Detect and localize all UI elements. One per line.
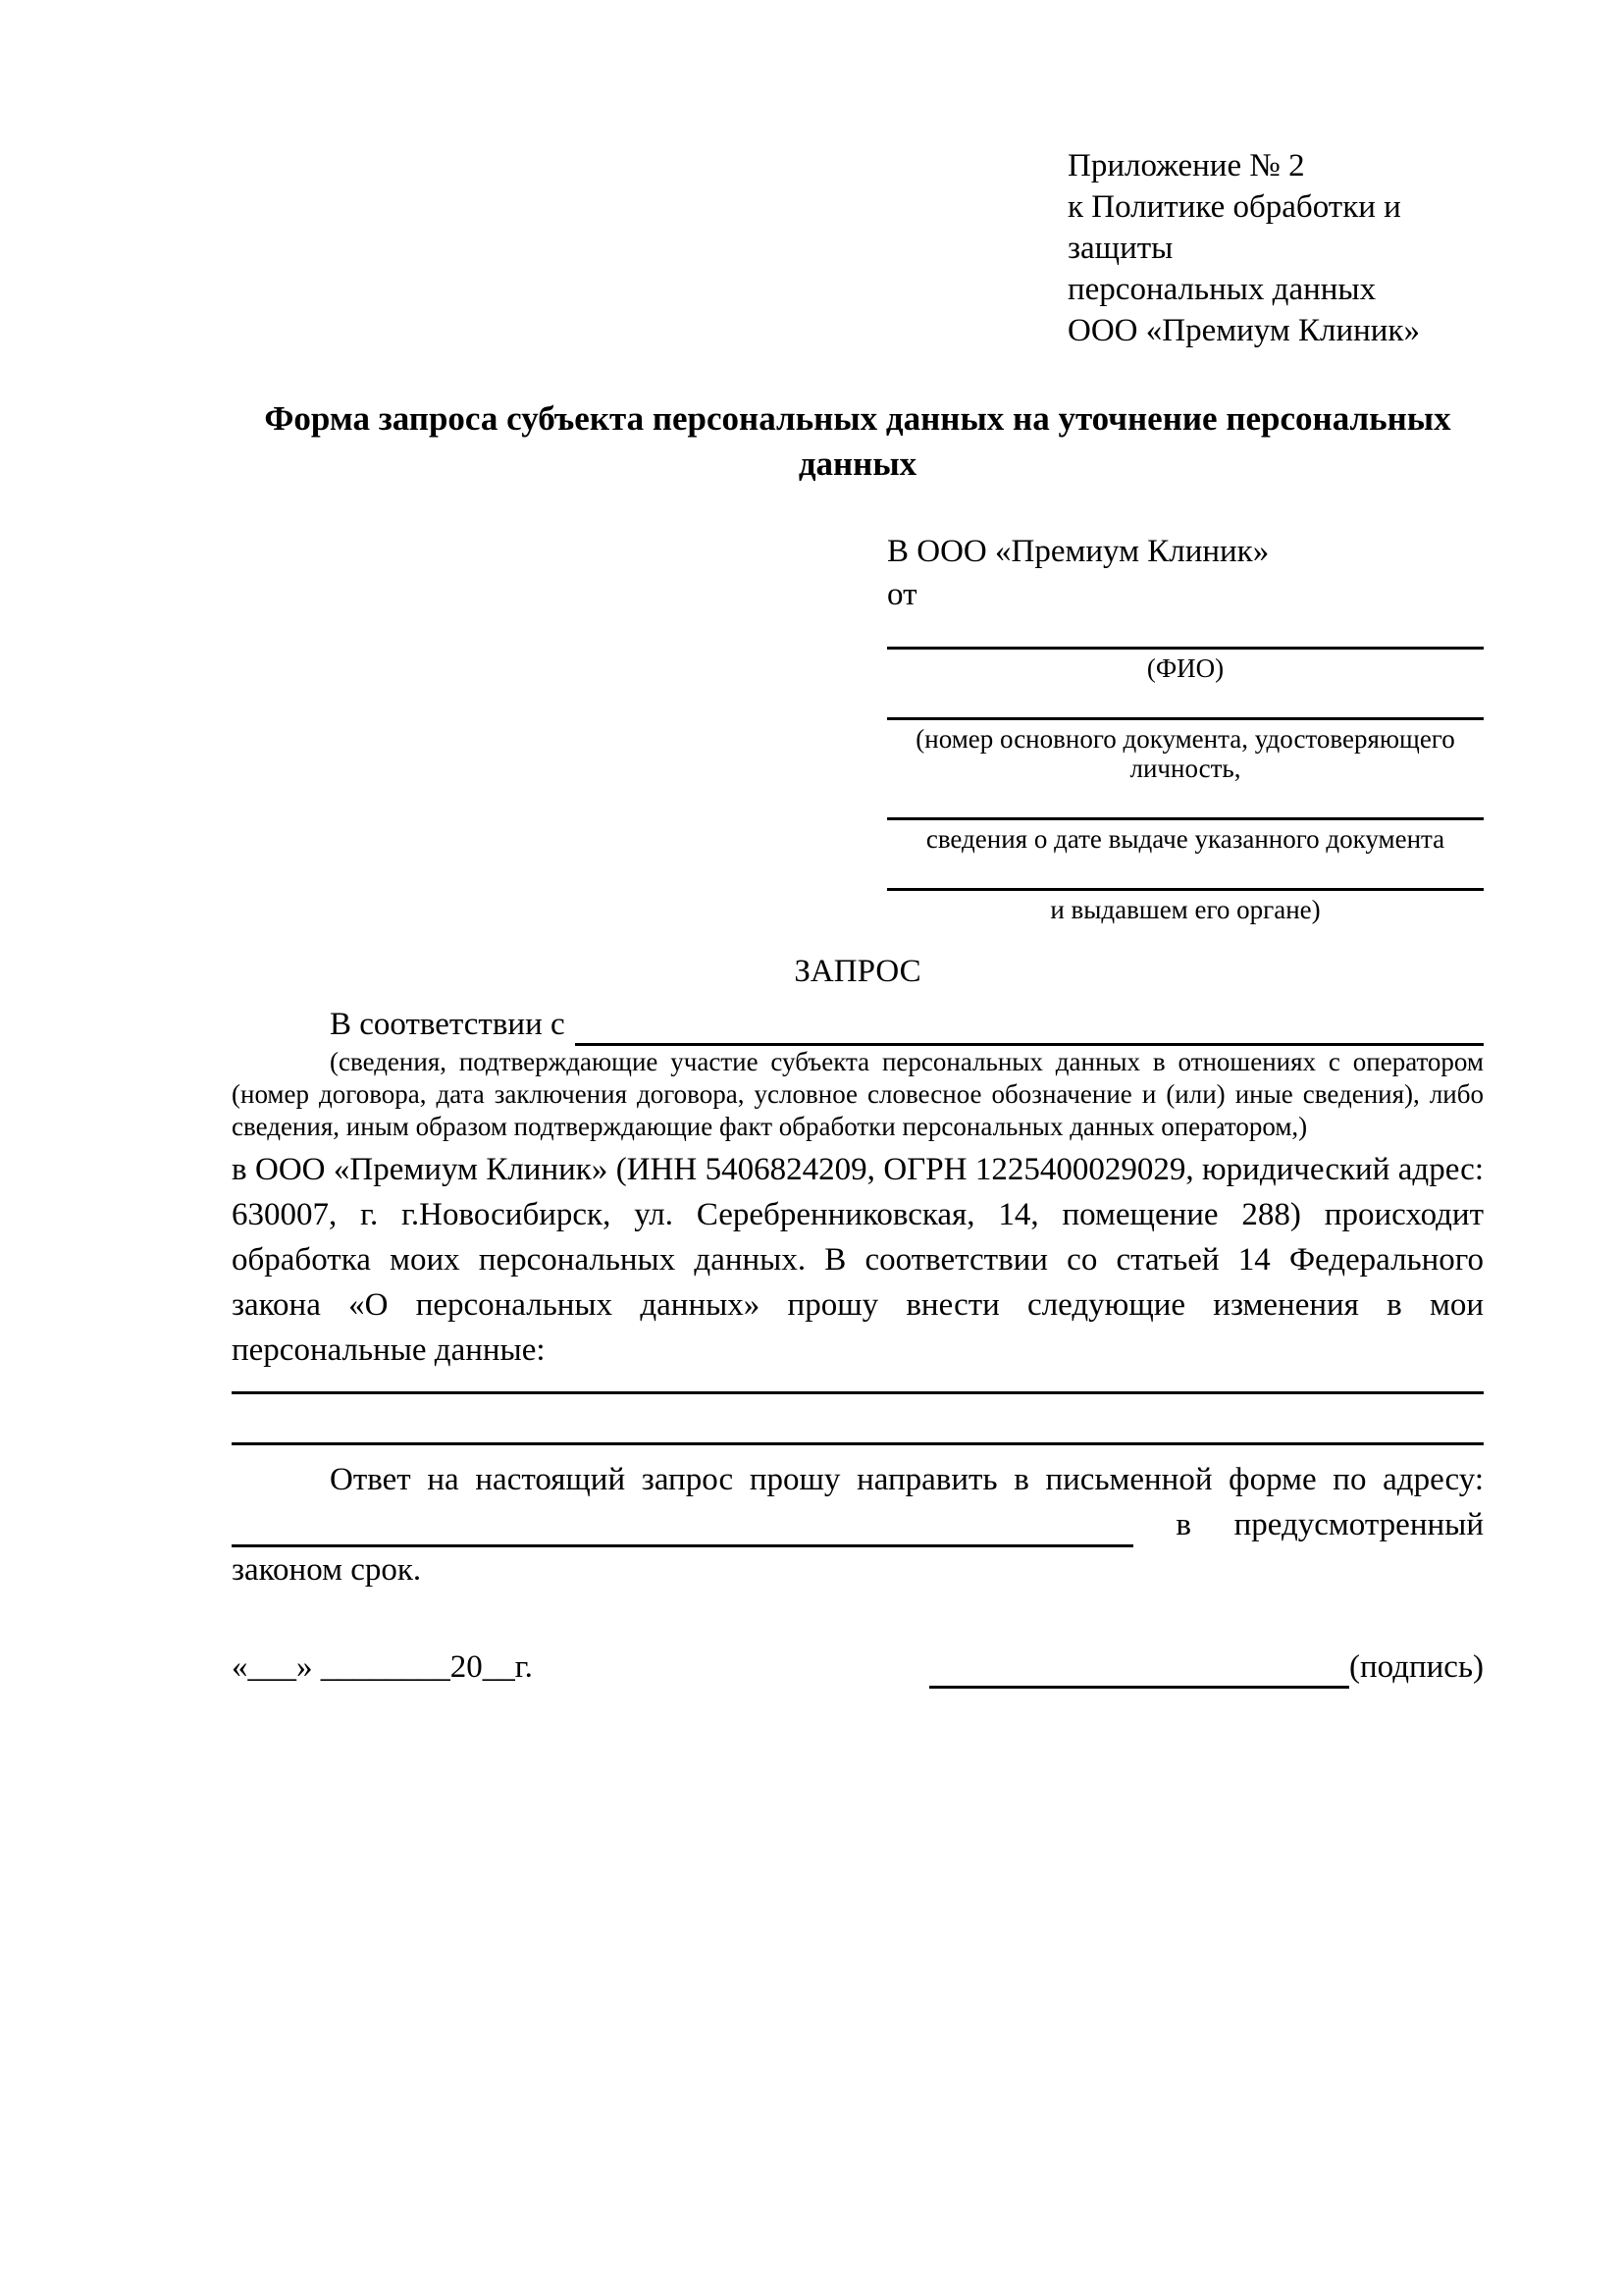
addressee-to: В ООО «Премиум Клиник» <box>887 534 1270 569</box>
changes-blank-line-2 <box>232 1394 1484 1445</box>
footer-row <box>232 1645 1484 1689</box>
annex-line: персональных данных <box>1068 272 1377 307</box>
reply-paragraph: Ответ на настоящий запрос прошу направить в письменной форме по адресу: <box>330 1462 1484 1497</box>
intro-blank-line <box>575 1009 1484 1046</box>
reply-word-predusmotrennyj: предусмотренный <box>1233 1507 1484 1542</box>
annex-line: Приложение № 2 <box>1068 148 1305 183</box>
issue-date-caption: сведения о дате выдаче указанного документа <box>925 824 1445 854</box>
fio-caption: (ФИО) <box>1146 653 1225 683</box>
annex-line: ООО «Премиум Клиник» <box>1068 313 1420 348</box>
signature-part <box>929 1645 1484 1689</box>
document-title: Форма запроса субъекта персональных данных на уточнение персональных данных <box>264 399 1451 483</box>
reply-word-v: в <box>1176 1507 1191 1542</box>
document-content <box>232 0 1484 1689</box>
annex-line: к Политике обработки и защиты <box>1068 189 1401 266</box>
addressee-from-label: от <box>887 577 917 612</box>
intro-text: В соответствии с <box>330 1007 565 1042</box>
address-blank-line <box>232 1508 1133 1547</box>
addressee-block <box>887 530 1484 924</box>
body-paragraph: в ООО «Премиум Клиник» (ИНН 5406824209, ОГРН 1225400029029, юридический адрес: 630007, г. г.Новосибирск, ул. Серебренниковская, 14, помещение 288) происходит обработка моих персональных данных. В соответствии со статьей 14 Федерального закона «О персональных данных» прошу внести следующие изменения в мои персональные данные: <box>232 1152 1484 1368</box>
signature-caption: (подпись) <box>1349 1649 1484 1685</box>
annex-block <box>1068 145 1484 351</box>
footnote: (сведения, подтверждающие участие субъекта персональных данных в отношениях с оператором (номер договора, дата заключения договора, условное словесное обозначение и (или) иные сведения), либо сведения, иным образом подтверждающие факт обработки персональных данных оператором,) <box>232 1047 1484 1141</box>
document-number-caption: (номер основного документа, удостоверяющего личность, <box>916 724 1455 783</box>
issuing-authority-caption: и выдавшем его органе) <box>1050 895 1321 924</box>
date-blank: «___» ________20__г. <box>232 1649 533 1685</box>
changes-blank-line-1 <box>232 1373 1484 1394</box>
request-heading: ЗАПРОС <box>794 954 921 989</box>
reply-tail: законом срок. <box>232 1552 422 1588</box>
document-number-blank-line <box>887 687 1484 720</box>
fio-blank-line <box>887 616 1484 650</box>
intro-row <box>232 1003 1484 1046</box>
signature-blank-line <box>929 1653 1349 1689</box>
reply-address-row <box>232 1502 1484 1547</box>
issuing-authority-blank-line <box>887 858 1484 891</box>
issue-date-blank-line <box>887 787 1484 820</box>
